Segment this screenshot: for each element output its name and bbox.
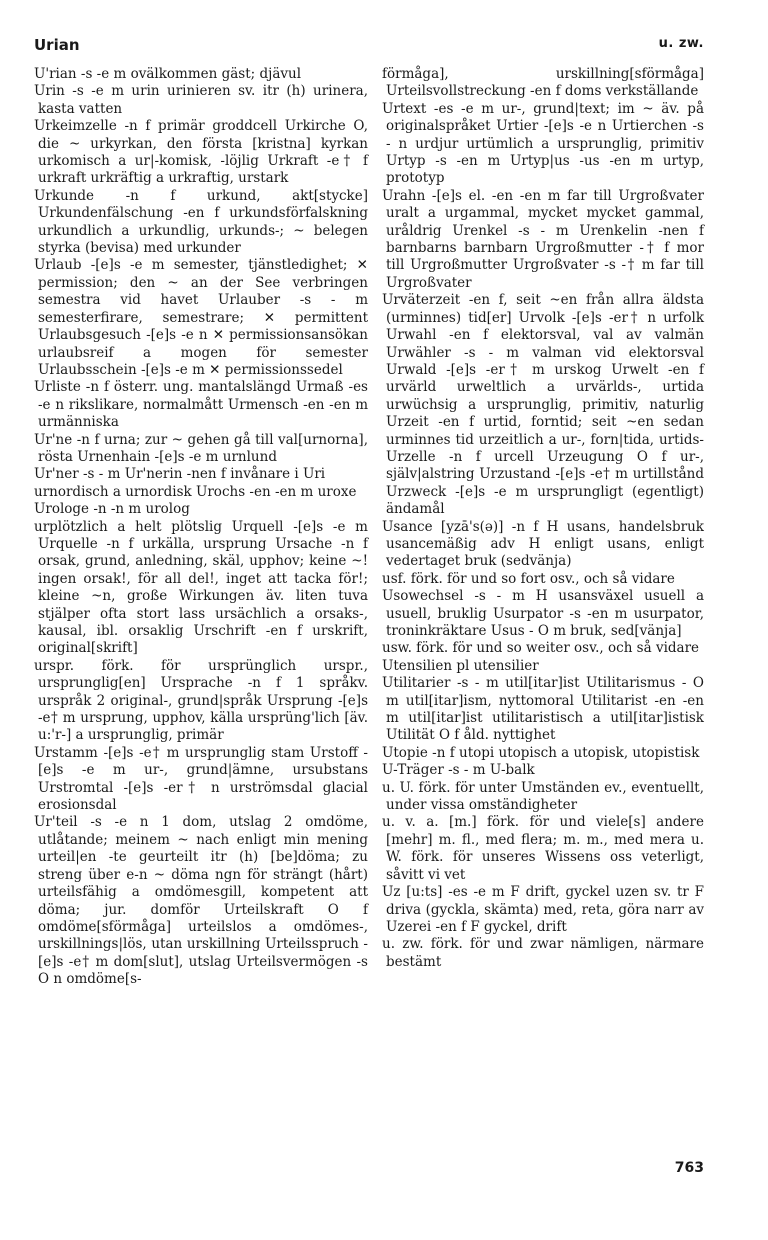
- dictionary-entry: u. v. a. [m.] förk. för und viele[s] andere [mehr] m. fl., med flera; m. m., med mera u. W. förk. för unseres Wissens oss veterligt, såvitt vi vet: [382, 814, 704, 883]
- dictionary-entry: usf. förk. för und so fort osv., och så vidare: [382, 570, 675, 587]
- dictionary-entry: urspr. förk. för ursprünglich urspr., ursprunglig[en] Ursprache -n f 1 språkv. urspråk 2 original-, grund|språk Ursprung -[e]s -e† m ursprung, upphov, källa ursprüng'lich [äv. u:'r-] a ursprunglig, primär: [34, 657, 368, 744]
- dictionary-entry: Ur'ne -n f urna; zur ~ gehen gå till val[urnorna], rösta Urnenhain -[e]s -e m urnlund: [34, 431, 368, 465]
- dictionary-entry: usw. förk. för und so weiter osv., och så vidare: [382, 640, 700, 657]
- dictionary-entry: Utopie -n f utopi utopisch a utopisk, utopistisk: [382, 744, 700, 761]
- dictionary-entry: Ur'ner -s - m Ur'nerin -nen f invånare i Uri: [34, 466, 326, 483]
- left-running-headword: Urian: [34, 36, 80, 54]
- right-running-headword: u. zw.: [658, 36, 704, 51]
- dictionary-entry: Urväterzeit -en f, seit ~en från allra äldsta (urminnes) tid[er] Urvolk -[e]s -er† n urfolk Urwahl -en f elektorsval, val av valmän Urwähler -s - m valman vid elektorsval Urwald -[e]s -er† m urskog Urwelt -en f urvärld urweltlich a urvärlds-, urtida urwüchsig a ursprunglig, primitiv, naturlig Urzeit -en f urtid, forntid; seit ~en sedan urminnes tid urzeitlich a ur-, forn|tida, urtids- Urzelle -n f urcell Urzeugung O f ur-, själv|alstring Urzustand -[e]s -e† m urtillstånd Urzweck -[e]s -e m ursprungligt (egentligt) ändamål: [382, 292, 704, 518]
- dictionary-entry: Utensilien pl utensilier: [382, 657, 539, 674]
- dictionary-entry: u. zw. förk. för und zwar nämligen, närmare bestämt: [382, 936, 704, 970]
- dictionary-entry: Urliste -n f österr. ung. mantalslängd Urmaß -es -e n rikslikare, normalmått Urmensch -en -en m urmänniska: [34, 379, 368, 431]
- dictionary-entry: Urkunde -n f urkund, akt[stycke] Urkundenfälschung -en f urkundsförfalskning urkundlich a urkundlig, urkunds-; ~ belegen styrka (bevisa) med urkunder: [34, 187, 368, 257]
- dictionary-entry: Usowechsel -s - m H usansväxel usuell a usuell, bruklig Usurpator -s -en m usurpator, troninkräktare Usus - O m bruk, sed[vänja]: [382, 588, 704, 639]
- dictionary-entry: Ur'teil -s -e n 1 dom, utslag 2 omdöme, utlåtande; meinem ~ nach enligt min mening urteil|en -te geurteilt itr (h) [be]döma; zu streng über e-n ~ döma ngn för strängt (hårt) urteilsfähig a omdömesgill, kompetent att döma; jur. domför Urteilskraft O f omdöme[sförmåga] urteilslos a omdömes-, urskillnings|lös, utan urskillning Urteilsspruch -[e]s -e† m dom[slut], utslag Urteilsvermögen -s O n omdöme[s-: [34, 814, 368, 988]
- dictionary-entry: Utilitarier -s - m util[itar]ist Utilitarismus - O m util[itar]ism, nyttomoral Utilitarist -en -en m util[itar]ist utilitaristisch a util[itar]istisk Utilität O f åld. nyttighet: [382, 675, 704, 744]
- dictionary-entry: urnordisch a urnordisk Urochs -en -en m uroxe: [34, 483, 357, 500]
- page-header: [34, 36, 704, 58]
- dictionary-entry: förmåga], urskillning[sförmåga] Urteilsvollstreckung -en f doms verkställande: [382, 66, 704, 100]
- dictionary-entry: Urtext -es -e m ur-, grund|text; im ~ äv. på originalspråket Urtier -[e]s -e n Urtierchen -s - n urdjur urtümlich a ursprunglig, primitiv Urtyp -s -en m Urtyp|us -us -en m urtyp, prototyp: [382, 100, 704, 187]
- right-column: [382, 66, 704, 971]
- dictionary-entry: U'rian -s -e m ovälkommen gäst; djävul: [34, 66, 302, 82]
- dictionary-entry: u. U. förk. för unter Umständen ev., eventuellt, under vissa omständigheter: [382, 779, 704, 814]
- dictionary-entry: urplötzlich a helt plötslig Urquell -[e]s -e m Urquelle -n f urkälla, ursprung Ursache -n f orsak, grund, anledning, skäl, upphov; keine ~! ingen orsak!, för all del!, inget att tacka för!; kleine ~n, große Wirkungen äv. liten tuva stjälper ofta stort lass ursächlich a orsaks-, kausal, ibl. orsaklig Urschrift -en f urskrift, original[skrift]: [34, 518, 368, 657]
- dictionary-entry: Usance [yzā's(ə)] -n f H usans, handelsbruk usancemäßig adv H enligt usans, enligt vedertaget bruk (sedvänja): [382, 518, 704, 570]
- page-number: 763: [674, 1160, 704, 1176]
- dictionary-entry: Urahn -[e]s el. -en -en m far till Urgroßvater uralt a urgammal, mycket mycket gammal, uråldrig Urenkel -s - m Urenkelin -nen f barnbarns barnbarn Urgroßmutter -† f mor till Urgroßmutter Urgroßvater -s -† m far till Urgroßvater: [382, 187, 704, 291]
- dictionary-entry: U-Träger -s - m U-balk: [382, 762, 535, 779]
- dictionary-entry: Urstamm -[e]s -e† m ursprunglig stam Urstoff -[e]s -e m ur-, grund|ämne, ursubstans Urstromtal -[e]s -er† n urströmsdal glacial erosionsdal: [34, 744, 368, 814]
- left-column: [34, 66, 368, 989]
- dictionary-entry: Urologe -n -n m urolog: [34, 501, 190, 518]
- dictionary-entry: Uz [u:ts] -es -e m F drift, gyckel uzen sv. tr F driva (gyckla, skämta) med, reta, göra narr av Uzerei -en f F gyckel, drift: [382, 884, 704, 935]
- dictionary-entry: Urin -s -e m urin urinieren sv. itr (h) urinera, kasta vatten: [34, 83, 368, 117]
- dictionary-entry: Urkeimzelle -n f primär groddcell Urkirche O, die ~ urkyrkan, den första [kristna] kyrkan urkomisch a ur|-komisk, -löjlig Urkraft -e† f urkraft urkräftig a urkraftig, urstark: [34, 118, 368, 187]
- dictionary-entry: Urlaub -[e]s -e m semester, tjänstledighet; ✕ permission; den ~ an der See verbringen semestra vid havet Urlauber -s - m semesterfirare, semestrare; ✕ permittent Urlaubsgesuch -[e]s -e n ✕ permissionsansökan urlaubsreif a mogen för semester Urlaubsschein -[e]s -e m ✕ permissionssedel: [34, 257, 368, 378]
